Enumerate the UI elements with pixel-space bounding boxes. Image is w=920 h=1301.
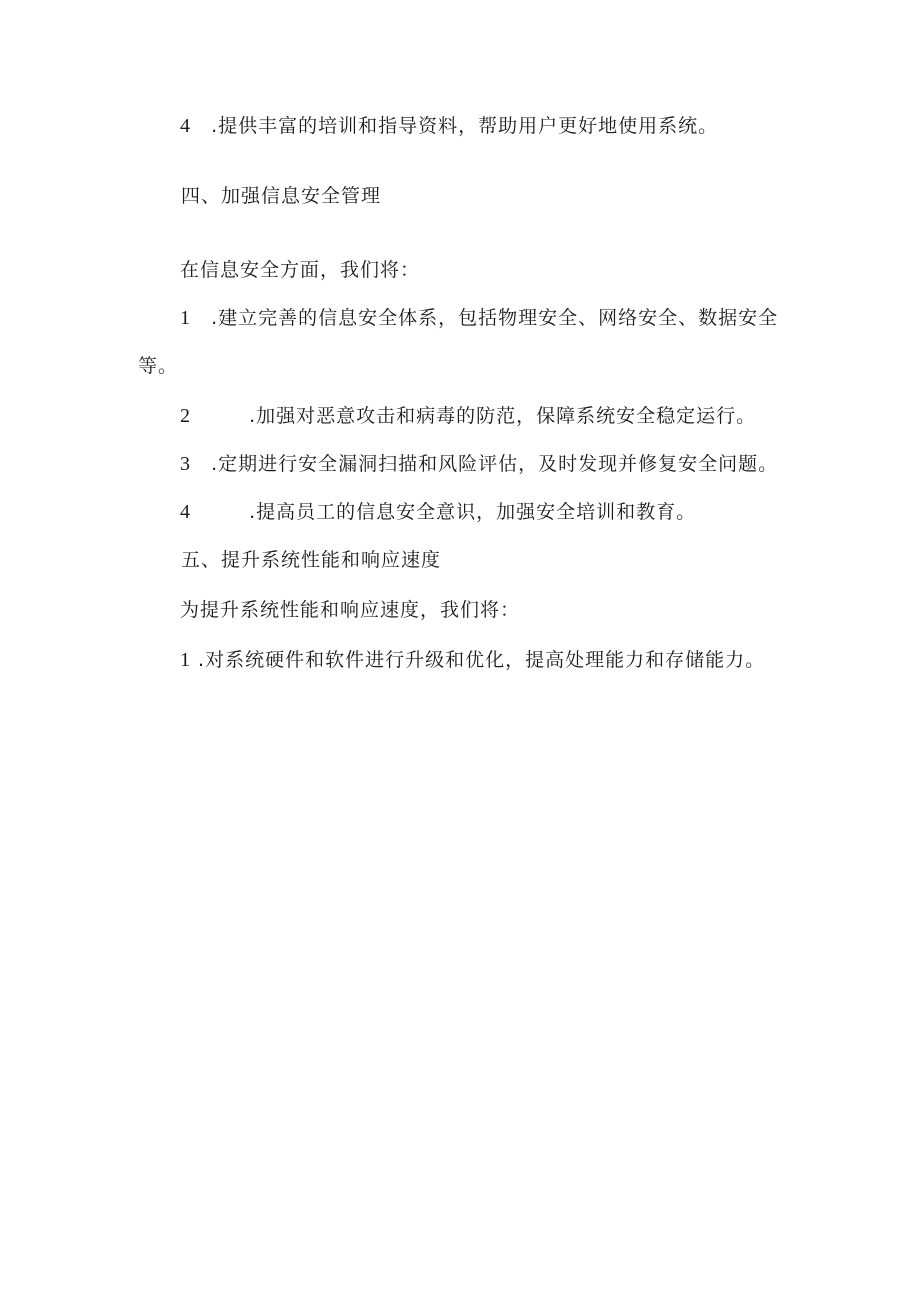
heading-text: 四、加强信息安全管理 <box>181 185 382 207</box>
list-number: 1 <box>180 649 191 671</box>
list-number: 1 <box>180 307 191 329</box>
paragraph-text: .提供丰富的培训和指导资料，帮助用户更好地使用系统。 <box>211 115 719 137</box>
paragraph-intro-security <box>180 258 420 282</box>
paragraph-text: 在信息安全方面，我们将： <box>180 259 421 281</box>
list-number: 4 <box>180 115 191 137</box>
heading-text: 五、提升系统性能和响应速度 <box>181 549 442 571</box>
list-number: 3 <box>180 453 191 475</box>
paragraph-intro-performance <box>180 598 520 622</box>
paragraph-text: .提高员工的信息安全意识，加强安全培训和教育。 <box>249 501 697 523</box>
paragraph-item-3-scanning <box>180 452 778 476</box>
list-number: 4 <box>180 501 191 523</box>
paragraph-text: .加强对恶意攻击和病毒的防范，保障系统安全稳定运行。 <box>249 405 757 427</box>
paragraph-item-1-security-system <box>180 306 778 330</box>
paragraph-continuation <box>138 354 178 378</box>
paragraph-item-1-upgrade <box>180 648 765 672</box>
list-number: 2 <box>180 405 191 427</box>
section-heading-4 <box>181 184 381 208</box>
paragraph-text: .对系统硬件和软件进行升级和优化，提高处理能力和存储能力。 <box>198 649 766 671</box>
section-heading-5 <box>181 548 441 572</box>
paragraph-item-4-training <box>180 114 718 138</box>
paragraph-text: .建立完善的信息安全体系，包括物理安全、网络安全、数据安全 <box>211 307 779 329</box>
paragraph-text: .定期进行安全漏洞扫描和风险评估，及时发现并修复安全问题。 <box>211 453 779 475</box>
paragraph-text: 等。 <box>138 355 179 377</box>
paragraph-item-2-defense <box>180 404 756 428</box>
paragraph-item-4-awareness <box>180 500 696 524</box>
paragraph-text: 为提升系统性能和响应速度，我们将： <box>180 599 521 621</box>
